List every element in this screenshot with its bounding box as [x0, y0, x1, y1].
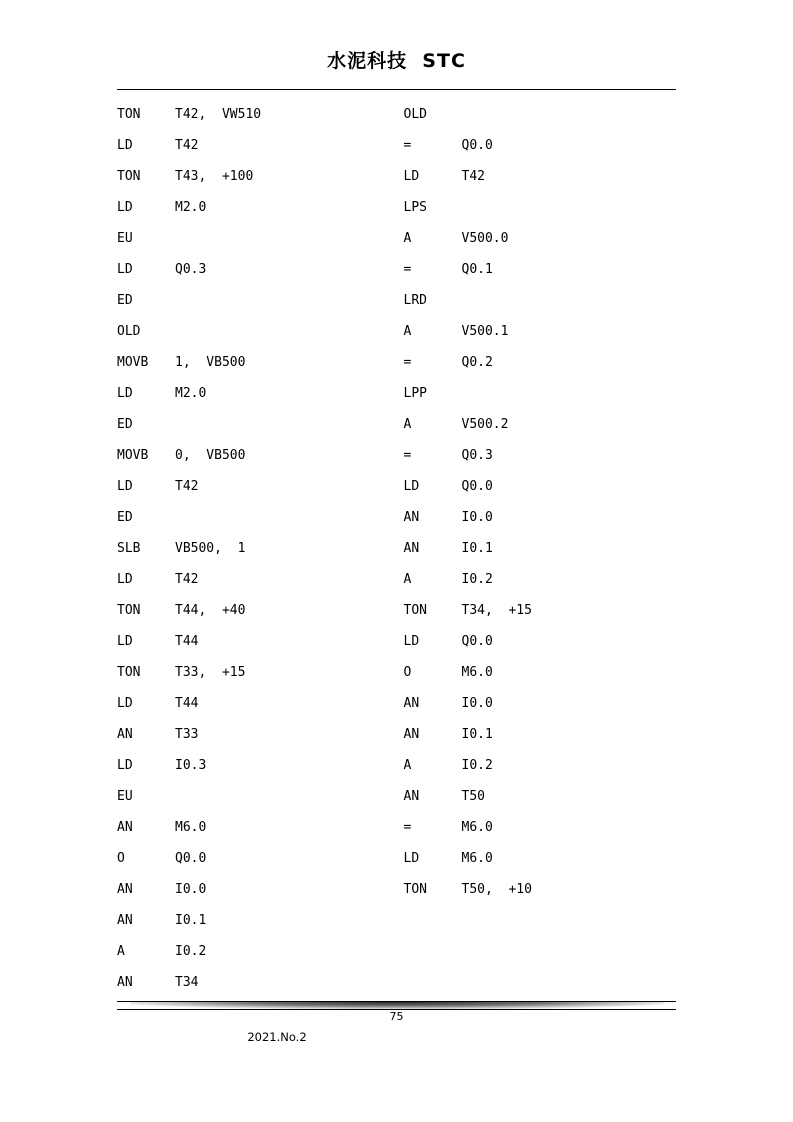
- code-line: [117, 471, 397, 502]
- code-line: [117, 161, 397, 192]
- code-opcode: LD: [117, 572, 133, 587]
- code-opcode: LD: [403, 851, 420, 866]
- code-operand: T44, +40: [175, 603, 246, 618]
- code-operand: I0.3: [175, 758, 207, 773]
- code-line: [404, 843, 677, 874]
- code-line: [117, 378, 397, 409]
- code-operand: T34: [175, 975, 199, 990]
- code-operand: T33, +15: [175, 665, 246, 680]
- code-line: [404, 440, 677, 471]
- page-number: 75: [389, 1010, 404, 1023]
- code-operand: T42: [175, 138, 199, 153]
- code-line: [117, 533, 397, 564]
- code-operand: Q0.3: [175, 262, 207, 277]
- code-operand: T42: [175, 479, 199, 494]
- code-operand: I0.2: [461, 758, 493, 773]
- code-line: [404, 564, 677, 595]
- code-opcode: LD: [117, 696, 133, 711]
- code-line: [404, 285, 677, 316]
- code-operand: T33: [175, 727, 199, 742]
- code-line: [117, 254, 397, 285]
- code-column-left: [117, 99, 397, 998]
- code-line: [117, 812, 397, 843]
- code-line: [117, 192, 397, 223]
- code-operand: V500.0: [461, 231, 509, 246]
- code-operand: Q0.0: [461, 634, 493, 649]
- code-opcode: O: [117, 851, 125, 866]
- code-opcode: LD: [117, 200, 133, 215]
- code-operand: M6.0: [461, 665, 493, 680]
- code-opcode: MOVB: [117, 448, 149, 463]
- code-operand: T50: [461, 789, 485, 804]
- code-line: [117, 967, 397, 998]
- code-line: [117, 905, 397, 936]
- code-line: [404, 409, 677, 440]
- code-line: [117, 99, 397, 130]
- code-opcode: LD: [403, 634, 420, 649]
- code-line: [117, 719, 397, 750]
- code-opcode: LD: [117, 758, 133, 773]
- code-operand: V500.1: [461, 324, 509, 339]
- code-operand: M6.0: [175, 820, 207, 835]
- code-line: [117, 595, 397, 626]
- code-opcode: =: [403, 355, 412, 370]
- code-opcode: LPP: [403, 386, 427, 401]
- code-opcode: A: [403, 417, 412, 432]
- code-operand: T42: [175, 572, 199, 587]
- journal-title: 水泥科技 STC: [327, 50, 466, 72]
- code-opcode: ED: [117, 510, 133, 525]
- code-opcode: TON: [117, 169, 141, 184]
- code-opcode: TON: [117, 603, 141, 618]
- code-operand: I0.0: [461, 510, 493, 525]
- code-opcode: LD: [117, 386, 133, 401]
- code-opcode: LD: [403, 479, 420, 494]
- code-line: [404, 471, 677, 502]
- code-line: [404, 874, 677, 905]
- code-line: [404, 378, 677, 409]
- code-operand: T43, +100: [175, 169, 254, 184]
- code-opcode: LPS: [403, 200, 427, 215]
- code-line: [117, 409, 397, 440]
- code-line: [117, 874, 397, 905]
- code-opcode: EU: [117, 789, 133, 804]
- code-line: [404, 533, 677, 564]
- code-operand: Q0.1: [461, 262, 493, 277]
- code-opcode: AN: [403, 510, 420, 525]
- code-opcode: A: [117, 944, 125, 959]
- code-line: [404, 688, 677, 719]
- code-opcode: TON: [403, 603, 427, 618]
- code-operand: T34, +15: [461, 603, 532, 618]
- code-opcode: ED: [117, 293, 133, 308]
- code-line: [404, 750, 677, 781]
- code-opcode: TON: [117, 665, 141, 680]
- code-operand: 0, VB500: [175, 448, 246, 463]
- code-opcode: AN: [403, 696, 420, 711]
- code-opcode: A: [403, 572, 412, 587]
- code-opcode: A: [403, 231, 412, 246]
- code-line: [404, 781, 677, 812]
- code-opcode: EU: [117, 231, 133, 246]
- code-opcode: LD: [117, 262, 133, 277]
- code-line: [404, 626, 677, 657]
- code-line: [404, 595, 677, 626]
- code-opcode: LD: [117, 479, 133, 494]
- code-opcode: OLD: [117, 324, 141, 339]
- code-operand: Q0.0: [175, 851, 207, 866]
- code-line: [404, 161, 677, 192]
- code-operand: T50, +10: [461, 882, 532, 897]
- code-opcode: SLB: [117, 541, 141, 556]
- code-line: [117, 750, 397, 781]
- code-operand: M2.0: [175, 386, 207, 401]
- code-line: [117, 223, 397, 254]
- issue-label: 2021.No.2: [247, 1030, 307, 1044]
- code-line: [117, 130, 397, 161]
- code-opcode: TON: [117, 107, 141, 122]
- code-opcode: O: [403, 665, 412, 680]
- code-line: [117, 688, 397, 719]
- code-operand: I0.1: [175, 913, 207, 928]
- footer-shadow: [130, 1002, 664, 1009]
- code-line: [404, 223, 677, 254]
- code-operand: I0.1: [461, 541, 493, 556]
- code-opcode: MOVB: [117, 355, 149, 370]
- code-operand: Q0.2: [461, 355, 493, 370]
- code-operand: T44: [175, 634, 199, 649]
- code-line: [117, 843, 397, 874]
- code-operand: I0.2: [175, 944, 207, 959]
- code-line: [117, 440, 397, 471]
- code-opcode: OLD: [403, 107, 427, 122]
- code-operand: T44: [175, 696, 199, 711]
- code-line: [404, 719, 677, 750]
- code-line: [404, 192, 677, 223]
- code-line: [404, 347, 677, 378]
- code-line: [404, 812, 677, 843]
- code-operand: I0.0: [461, 696, 493, 711]
- code-line: [404, 316, 677, 347]
- code-operand: M6.0: [461, 820, 493, 835]
- code-opcode: LRD: [403, 293, 427, 308]
- code-line: [404, 502, 677, 533]
- code-operand: I0.2: [461, 572, 493, 587]
- code-opcode: AN: [403, 541, 420, 556]
- code-operand: M6.0: [461, 851, 493, 866]
- code-opcode: AN: [403, 789, 420, 804]
- code-opcode: A: [403, 324, 412, 339]
- code-operand: V500.2: [461, 417, 509, 432]
- code-opcode: AN: [117, 820, 133, 835]
- code-opcode: TON: [403, 882, 427, 897]
- code-line: [404, 130, 677, 161]
- code-operand: I0.0: [175, 882, 207, 897]
- code-operand: VB500, 1: [175, 541, 246, 556]
- code-line: [404, 657, 677, 688]
- header-divider: [117, 89, 676, 90]
- code-opcode: =: [403, 262, 412, 277]
- code-opcode: ED: [117, 417, 133, 432]
- code-operand: 1, VB500: [175, 355, 246, 370]
- code-line: [117, 626, 397, 657]
- code-opcode: LD: [117, 138, 133, 153]
- code-line: [404, 99, 677, 130]
- code-opcode: =: [403, 820, 412, 835]
- code-opcode: AN: [117, 727, 133, 742]
- code-opcode: AN: [117, 882, 133, 897]
- code-opcode: A: [403, 758, 412, 773]
- code-operand: M2.0: [175, 200, 207, 215]
- code-opcode: LD: [117, 634, 133, 649]
- code-line: [117, 316, 397, 347]
- code-opcode: AN: [117, 913, 133, 928]
- code-line: [117, 657, 397, 688]
- code-opcode: AN: [117, 975, 133, 990]
- code-operand: Q0.0: [461, 138, 493, 153]
- code-line: [117, 347, 397, 378]
- code-opcode: AN: [403, 727, 420, 742]
- code-operand: I0.1: [461, 727, 493, 742]
- code-column-right: [397, 99, 677, 998]
- code-line: [404, 254, 677, 285]
- code-line: [117, 285, 397, 316]
- code-operand: Q0.3: [461, 448, 493, 463]
- code-opcode: =: [403, 138, 412, 153]
- code-line: [117, 936, 397, 967]
- code-line: [117, 781, 397, 812]
- code-line: [117, 564, 397, 595]
- code-operand: T42: [461, 169, 485, 184]
- code-opcode: =: [403, 448, 412, 463]
- page-header: [117, 46, 676, 73]
- code-opcode: LD: [403, 169, 420, 184]
- code-operand: Q0.0: [461, 479, 493, 494]
- code-listing: [117, 99, 676, 998]
- code-line: [117, 502, 397, 533]
- code-operand: T42, VW510: [175, 107, 262, 122]
